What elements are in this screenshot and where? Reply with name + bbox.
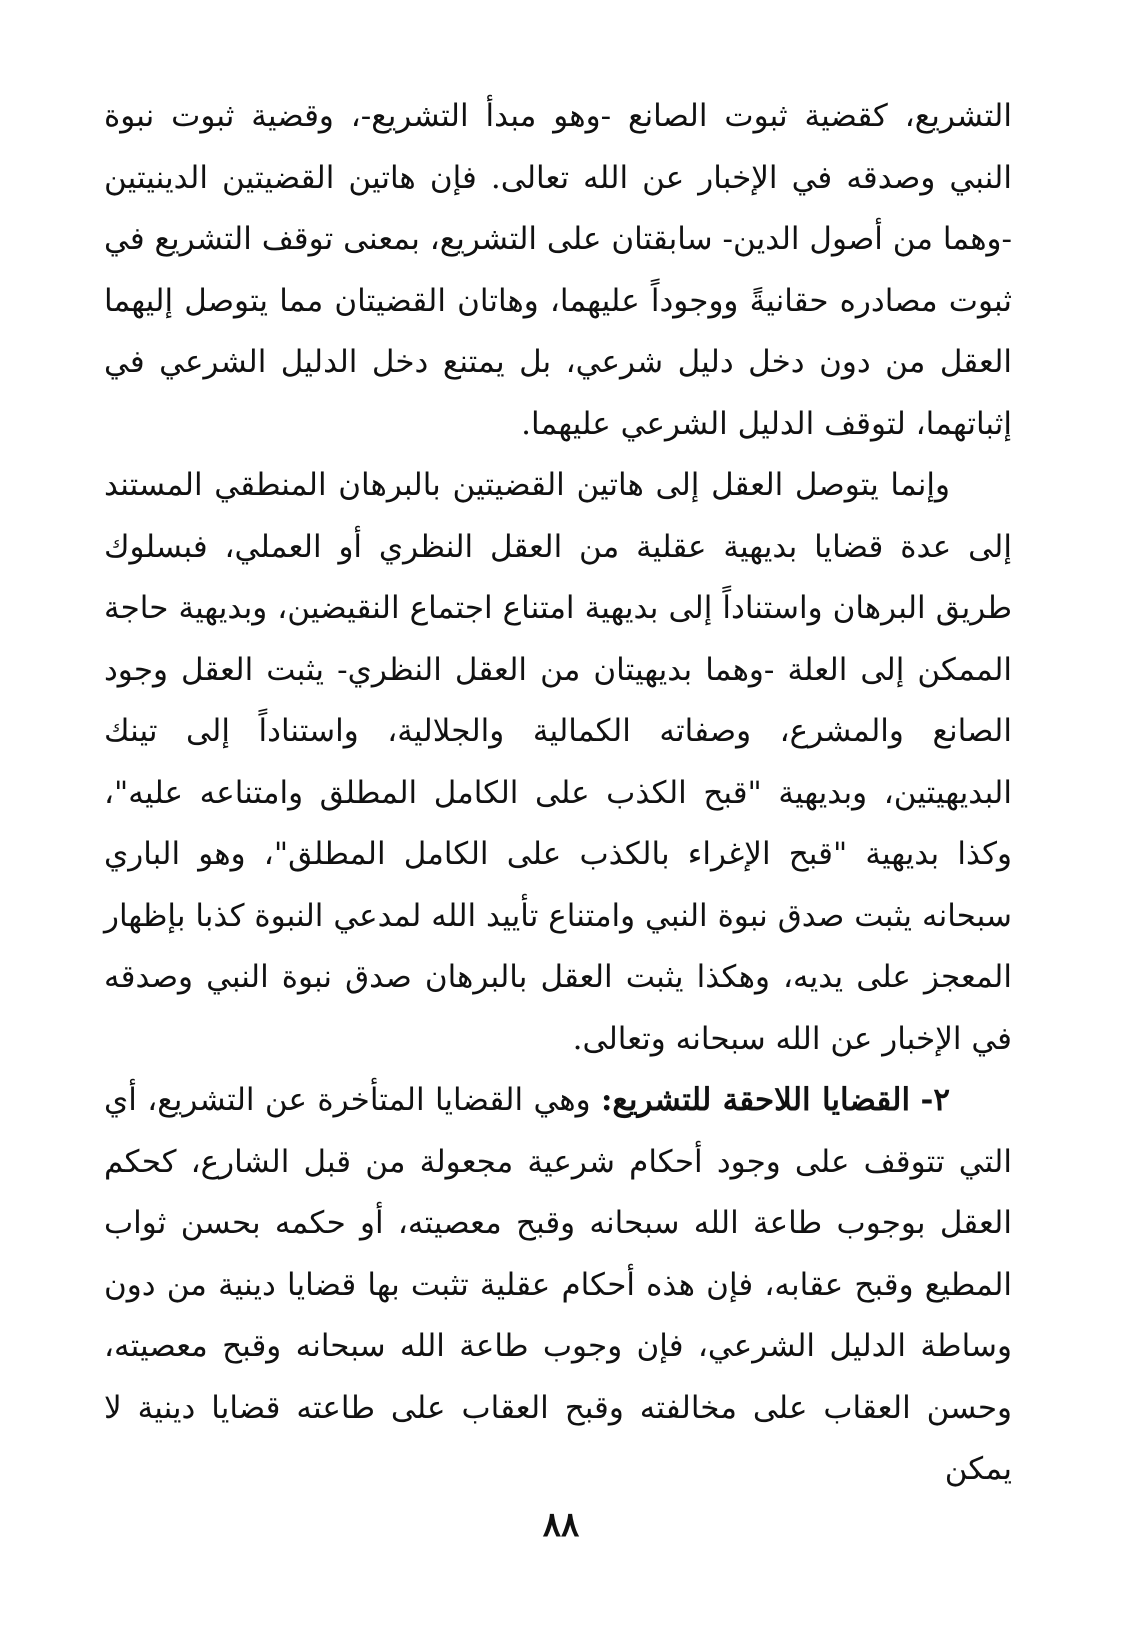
paragraph-2: وإنما يتوصل العقل إلى هاتين القضيتين بالبرهان المنطقي المستند إلى عدة قضايا بديهية عقلية من العقل النظري أو العملي، فبسلوك طريق البرهان واستناداً إلى بديهية امتناع اجتماع النقيضين، وبديهية حاجة الممكن إلى العلة -وهما بديهيتان من العقل النظري- يثبت العقل وجود الصانع والمشرع، وصفاته الكمالية والجلالية، واستناداً إلى تينك البديهيتين، وبديهية "قبح الكذب على الكامل المطلق وامتناعه عليه"، وكذا بديهية "قبح الإغراء بالكذب على الكامل المطلق"، وهو الباري سبحانه يثبت صدق نبوة النبي وامتناع تأييد الله لمدعي النبوة كذبا بإظهار المعجز على يديه، وهكذا يثبت العقل بالبرهان صدق نبوة النبي وصدقه في الإخبار عن الله سبحانه وتعالى.: [104, 467, 1012, 1057]
section-number: ٢-: [920, 1082, 950, 1118]
paragraph-1: التشريع، كقضية ثبوت الصانع -وهو مبدأ التشريع-، وقضية ثبوت نبوة النبي وصدقه في الإخبار عن الله تعالى. فإن هاتين القضيتين الدينيتين -وهما من أصول الدين- سابقتان على التشريع، بمعنى توقف التشريع في ثبوت مصادره حقانيةً ووجوداً عليهما، وهاتان القضيتان مما يتوصل إليهما العقل من دون دخل دليل شرعي، بل يمتنع دخل الدليل الشرعي في إثباتهما، لتوقف الدليل الشرعي عليهما.: [104, 98, 1012, 442]
page-number: ٨٨: [542, 1505, 580, 1545]
section-heading: القضايا اللاحقة للتشريع:: [600, 1082, 911, 1118]
paragraph-3-body: وهي القضايا المتأخرة عن التشريع، أي التي تتوقف على وجود أحكام شرعية مجعولة من قبل الشارع، كحكم العقل بوجوب طاعة الله سبحانه وقبح معصيته، أو حكمه بحسن ثواب المطيع وقبح عقابه، فإن هذه أحكام عقلية تثبت بها قضايا دينية من دون وساطة الدليل الشرعي، فإن وجوب طاعة الله سبحانه وقبح معصيته، وحسن العقاب على مخالفته وقبح العقاب على طاعته قضايا دينية لا يمكن: [104, 1082, 1012, 1487]
body-text: [104, 86, 1012, 1501]
paragraph-3: [104, 1070, 1012, 1501]
